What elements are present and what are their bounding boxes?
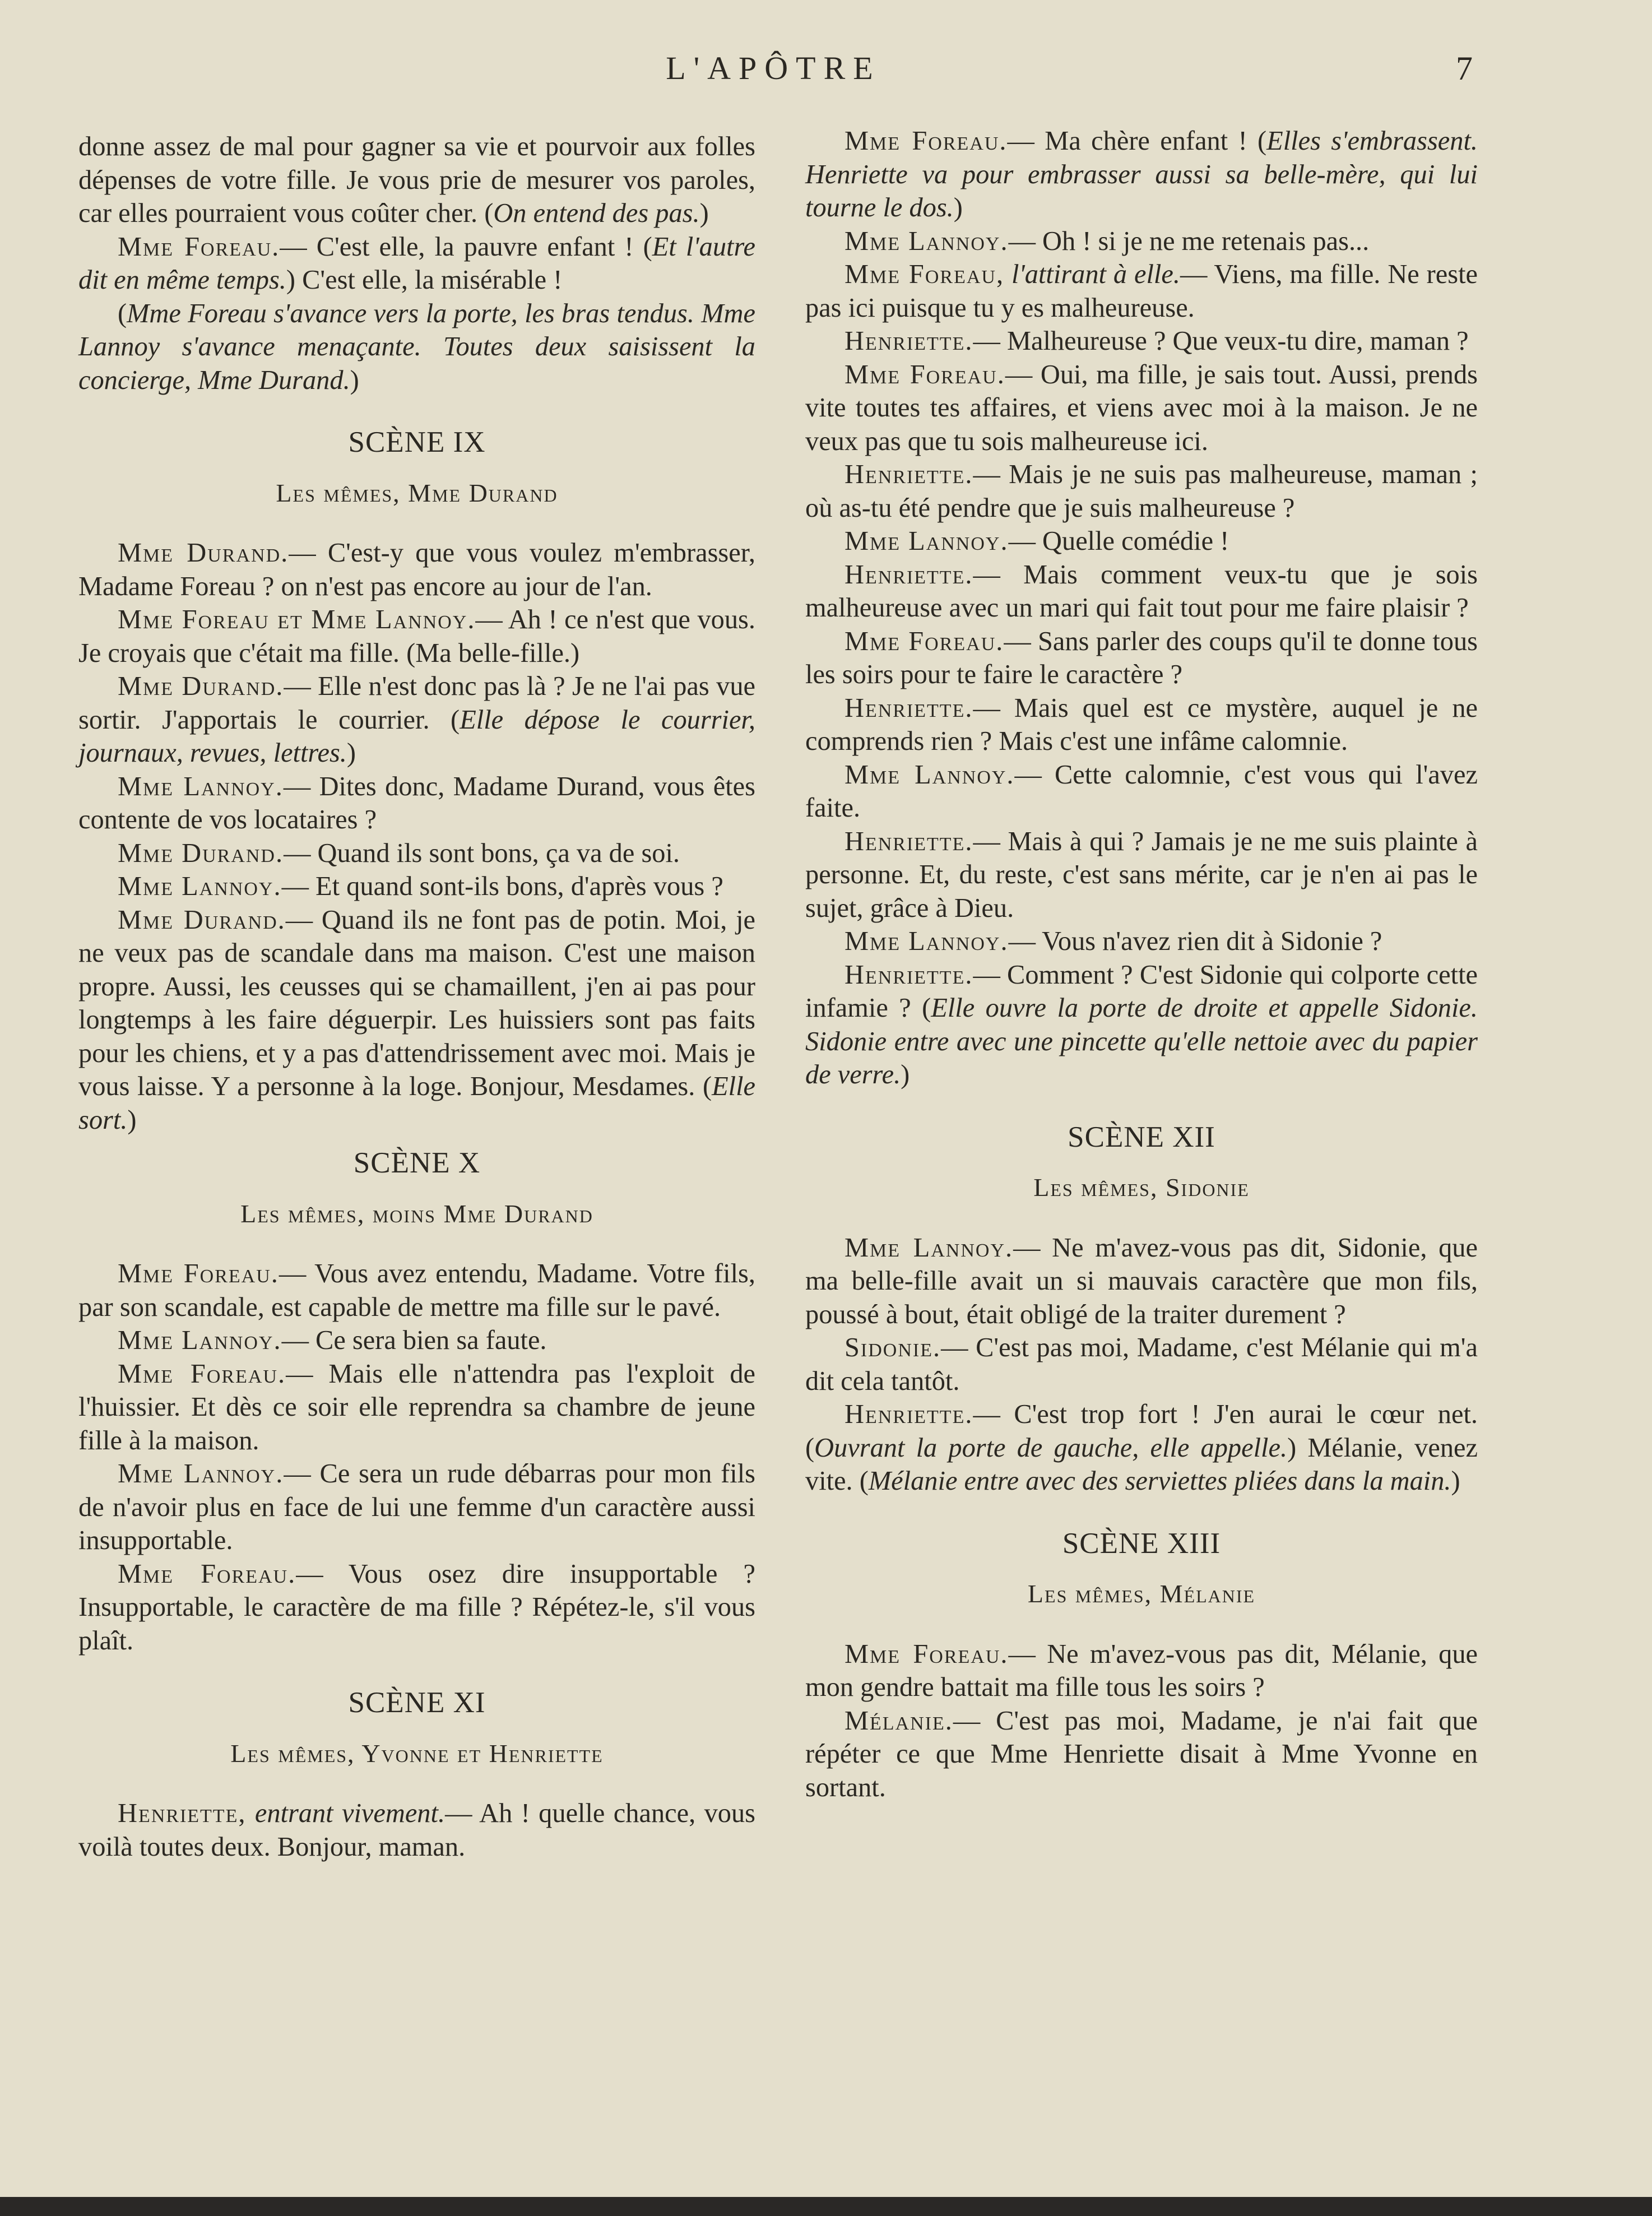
paragraph: Mme Foreau.— Mais elle n'attendra pas l'exploit de l'huissier. Et dès ce soir elle reprendra sa chambre de jeune fille à la maison. — [78, 1359, 755, 1455]
scene-heading: SCÈNE X — [353, 1147, 481, 1179]
scene-heading: SCÈNE IX — [348, 426, 486, 458]
paragraph: Mme Durand.— C'est-y que vous voulez m'embrasser, Madame Foreau ? on n'est pas encore au jour de l'an. — [78, 538, 755, 601]
paragraph: Mme Foreau.— Oui, ma fille, je sais tout. Aussi, prends vite toutes tes affaires, et viens avec moi à la maison. Je ne veux pas que tu sois malheureuse ici. — [805, 359, 1478, 456]
paragraph: Mme Durand.— Quand ils ne font pas de potin. Moi, je ne veux pas de scandale dans ma maison. C'est une maison propre. Aussi, les ceusses qui se chamaillent, j'en ai pas pour longtemps à les faire déguerpir. Les huissiers sont pas faits pour les chiens, et y a pas d'attendrissement avec moi. Mais je vous laisse. Y a personne à la loge. Bonjour, Mesdames. (Elle sort.) — [78, 905, 755, 1135]
scene-characters: Les mêmes, Yvonne et Henriette — [230, 1739, 604, 1768]
scene-heading: SCÈNE XII — [1068, 1120, 1215, 1153]
paragraph: Mme Foreau.— Vous osez dire insupportable ? Insupportable, le caractère de ma fille ? Répétez-le, s'il vous plaît. — [78, 1559, 755, 1656]
paragraph: Mme Foreau.— Vous avez entendu, Madame. Votre fils, par son scandale, est capable de mettre ma fille sur le pavé. — [78, 1259, 755, 1322]
paragraph: Mme Lannoy.— Cette calomnie, c'est vous qui l'avez faite. — [805, 759, 1478, 823]
scene-characters: Les mêmes, Mme Durand — [276, 478, 558, 507]
paragraph: Mme Foreau.— Ma chère enfant ! (Elles s'embrassent. Henriette va pour embrasser aussi sa belle-mère, qui lui tourne le dos.) — [805, 126, 1478, 222]
page-number: 7 — [1456, 50, 1473, 87]
paragraph: Mélanie.— C'est pas moi, Madame, je n'ai fait que répéter ce que Mme Henriette disait à Mme Yvonne en sortant. — [805, 1705, 1478, 1802]
scene-characters: Les mêmes, moins Mme Durand — [240, 1199, 593, 1228]
right-column — [805, 124, 1478, 1804]
speaker: Mme Foreau. — [118, 231, 280, 262]
paragraph: Mme Foreau.— C'est elle, la pauvre enfant ! (Et l'autre dit en même temps.) C'est elle, la misérable ! — [78, 231, 755, 295]
stage-direction: (Mme Foreau s'avance vers la porte, les bras tendus. Mme Lannoy s'avance menaçante. Toutes deux saisissent la concierge, Mme Durand.) — [78, 298, 755, 395]
paragraph: Mme Lannoy.— Vous n'avez rien dit à Sidonie ? — [844, 926, 1382, 956]
scan-edge-shadow — [0, 2197, 1652, 2216]
scene-heading: SCÈNE XI — [348, 1686, 486, 1719]
paragraph: Henriette.— Mais je ne suis pas malheureuse, maman ; où as-tu été pendre que je suis malheureuse ? — [805, 460, 1478, 523]
paragraph: Mme Foreau.— Ne m'avez-vous pas dit, Mélanie, que mon gendre battait ma fille tous les soirs ? — [805, 1639, 1478, 1702]
paragraph: Mme Lannoy.— Et quand sont-ils bons, d'après vous ? — [118, 871, 723, 901]
paragraph: Mme Lannoy.— Ce sera un rude débarras pour mon fils de n'avoir plus en face de lui une femme d'un caractère aussi insupportable. — [78, 1459, 755, 1555]
paragraph: donne assez de mal pour gagner sa vie et pourvoir aux folles dépenses de votre fille. Je vous prie de mesurer vos paroles, car elles pourraient vous coûter cher. (On entend des pas.) — [78, 132, 755, 228]
paragraph: Mme Foreau.— Sans parler des coups qu'il te donne tous les soirs pour te faire le caractère ? — [805, 626, 1478, 689]
paragraph: Mme Lannoy.— Oh ! si je ne me retenais pas... — [844, 226, 1370, 256]
paragraph: Henriette.— C'est trop fort ! J'en aurai le cœur net. (Ouvrant la porte de gauche, elle appelle.) Mélanie, venez vite. (Mélanie entre avec des serviettes pliées dans la main.) — [805, 1399, 1478, 1496]
paragraph: Henriette, entrant vivement.— Ah ! quelle chance, vous voilà toutes deux. Bonjour, maman. — [78, 1798, 755, 1862]
paragraph: Henriette.— Comment ? C'est Sidonie qui colporte cette infamie ? (Elle ouvre la porte de droite et appelle Sidonie. Sidonie entre avec une pincette qu'elle nettoie avec du papier de verre.) — [805, 959, 1478, 1090]
paragraph: Mme Lannoy.— Dites donc, Madame Durand, vous êtes contente de vos locataires ? — [78, 771, 755, 835]
paragraph: Henriette.— Mais à qui ? Jamais je ne me suis plainte à personne. Et, du reste, c'est sans mérite, car je n'en ai pas le sujet, grâce à Dieu. — [805, 826, 1478, 923]
running-title: L'APÔTRE — [666, 50, 881, 86]
paragraph: Sidonie.— C'est pas moi, Madame, c'est Mélanie qui m'a dit cela tantôt. — [805, 1333, 1478, 1396]
paragraph: Mme Lannoy.— Quelle comédie ! — [844, 526, 1229, 556]
scene-characters: Les mêmes, Sidonie — [1033, 1173, 1250, 1202]
paragraph: Mme Durand.— Elle n'est donc pas là ? Je ne l'ai pas vue sortir. J'apportais le courrier. (Elle dépose le courrier, journaux, revues, lettres.) — [78, 671, 755, 768]
paragraph: Mme Lannoy.— Ce sera bien sa faute. — [118, 1325, 547, 1355]
paragraph: Mme Foreau, l'attirant à elle.— Viens, ma fille. Ne reste pas ici puisque tu y es malheureuse. — [805, 259, 1478, 323]
paragraph: Mme Foreau et Mme Lannoy.— Ah ! ce n'est que vous. Je croyais que c'était ma fille. (Ma belle-fille.) — [78, 605, 755, 668]
paragraph: Mme Lannoy.— Ne m'avez-vous pas dit, Sidonie, que ma belle-fille avait un si mauvais caractère que mon fils, poussé à bout, était obligé de la traiter durement ? — [805, 1232, 1478, 1329]
paragraph: Henriette.— Malheureuse ? Que veux-tu dire, maman ? — [844, 326, 1469, 356]
paragraph: Henriette.— Mais quel est ce mystère, auquel je ne comprends rien ? Mais c'est une infâme calomnie. — [805, 693, 1478, 756]
scene-characters: Les mêmes, Mélanie — [1027, 1579, 1256, 1608]
paragraph: Henriette.— Mais comment veux-tu que je sois malheureuse avec un mari qui fait tout pour me faire plaisir ? — [805, 559, 1478, 623]
left-column — [78, 130, 755, 1863]
scene-heading: SCÈNE XIII — [1062, 1527, 1221, 1560]
paragraph: Mme Durand.— Quand ils sont bons, ça va de soi. — [118, 838, 680, 868]
